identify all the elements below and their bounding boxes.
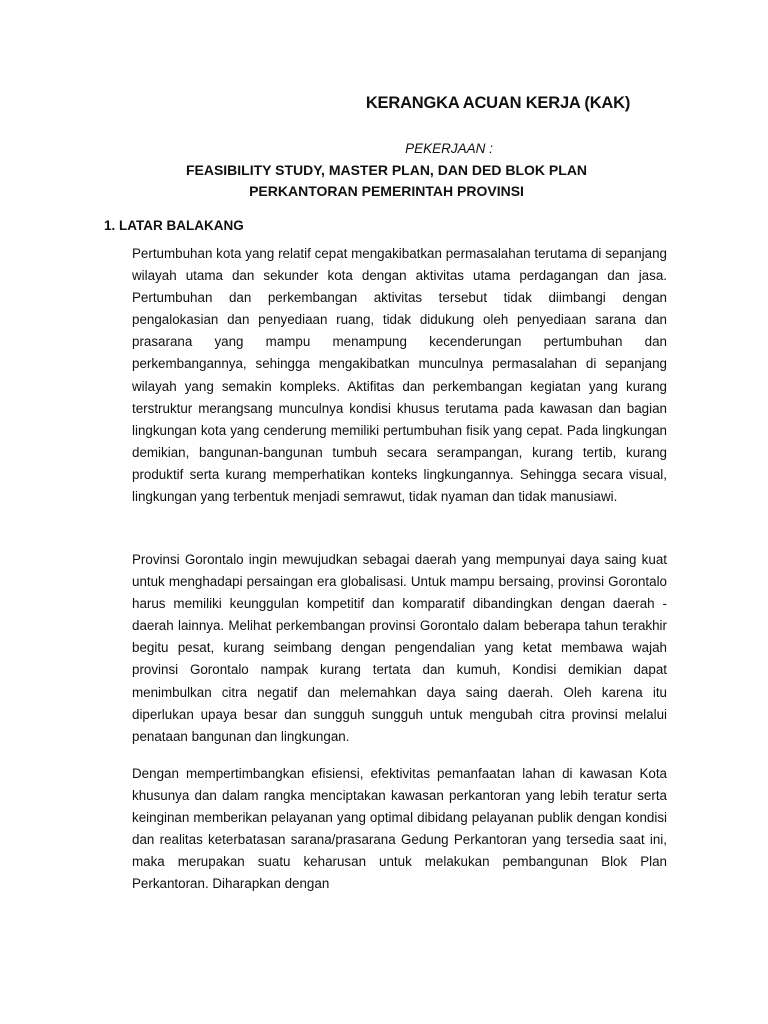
paragraph-1: Pertumbuhan kota yang relatif cepat mengakibatkan permasalahan terutama di sepanjang wilayah utama dan sekunder kota dengan aktivitas utama perdagangan dan jasa. Pertumbuhan dan perkembangan aktivitas tersebut tidak diimbangi dengan pengalokasian dan penyediaan ruang, tidak didukung oleh penyediaan sarana dan prasarana yang mampu menampung kecenderungan pertumbuhan dan perkembangannya, sehingga mengakibatkan munculnya permasalahan di sepanjang wilayah yang semakin kompleks. Aktifitas dan perkembangan kegiatan yang kurang terstruktur merangsang munculnya kondisi khusus terutama pada kawasan dan bagian lingkungan kota yang cenderung memiliki pertumbuhan fisik yang cepat. Pada lingkungan demikian, bangunan-bangunan tumbuh secara serampangan, kurang tertib, kurang produktif serta kurang memperhatikan konteks lingkungannya. Sehingga secara visual, lingkungan yang terbentuk menjadi semrawut, tidak nyaman dan tidak manusiawi. <box>132 246 667 505</box>
job-label: PEKERJAAN : <box>405 141 493 156</box>
project-title-line-2: PERKANTORAN PEMERINTAH PROVINSI <box>249 183 524 199</box>
paragraph-2: Provinsi Gorontalo ingin mewujudkan sebagai daerah yang mempunyai daya saing kuat untuk menghadapi persaingan era globalisasi. Untuk mampu bersaing, provinsi Gorontalo harus memiliki keunggulan kompetitif dan komparatif dibandingkan dengan daerah - daerah lainnya. Melihat perkembangan provinsi Gorontalo dalam beberapa tahun terakhir begitu pesat, kurang seimbang dengan pengendalian yang ketat membawa wajah provinsi Gorontalo nampak kurang tertata dan kumuh, Kondisi demikian dapat menimbulkan citra negatif dan melemahkan daya saing daerah. Oleh karena itu diperlukan upaya besar dan sungguh sungguh untuk mengubah citra provinsi melalui penataan bangunan dan lingkungan. <box>132 552 667 744</box>
document-title <box>0 94 768 113</box>
document-title-text: KERANGKA ACUAN KERJA (KAK) <box>365 94 631 112</box>
project-title-line-1: FEASIBILITY STUDY, MASTER PLAN, DAN DED BLOK PLAN <box>185 162 588 178</box>
section-heading: 1. LATAR BALAKANG <box>104 218 244 233</box>
paragraph-3: Dengan mempertimbangkan efisiensi, efektivitas pemanfaatan lahan di kawasan Kota khusunya dan dalam rangka menciptakan kawasan perkantoran yang lebih teratur serta keinginan memberikan pelayanan yang optimal dibidang pelayanan publik dengan kondisi dan realitas keterbatasan sarana/prasarana Gedung Perkantoran yang tersedia saat ini, maka merupakan suatu keharusan untuk melakukan pembangunan Blok Plan Perkantoran. Diharapkan dengan <box>132 766 667 892</box>
